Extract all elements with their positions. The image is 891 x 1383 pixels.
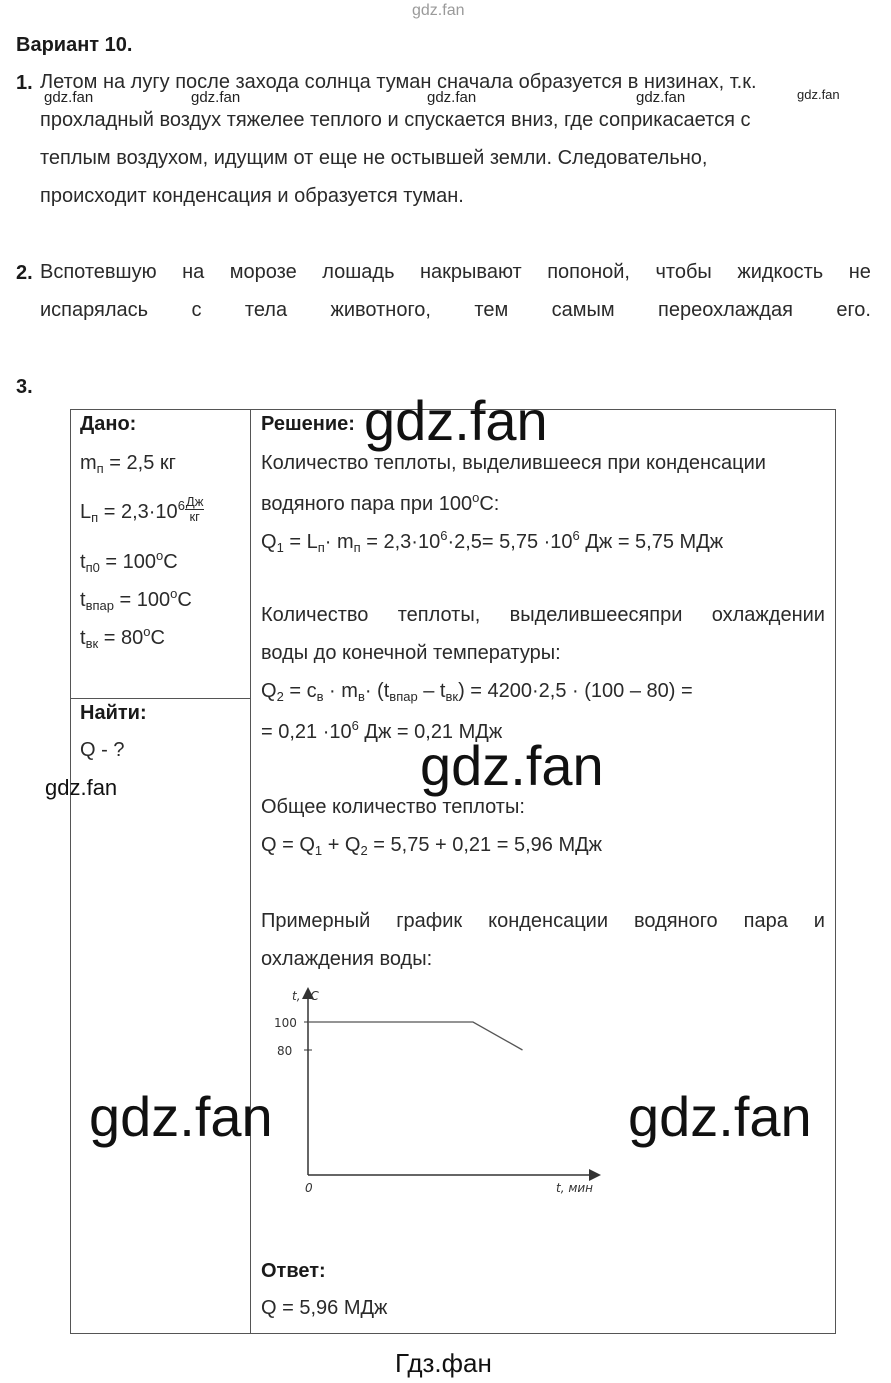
- formula-q2: [261, 680, 693, 704]
- table-column-divider: [250, 409, 251, 1334]
- q1-line-4: происходит конденсация и образуется туман.: [40, 185, 464, 207]
- t: = c: [283, 680, 317, 702]
- t: · (t: [364, 680, 390, 702]
- watermark-big-3: gdz.fan: [89, 1085, 273, 1148]
- solution-p3: Общее количество теплоты:: [261, 796, 525, 818]
- condensation-chart: [260, 984, 620, 1199]
- t: ) = 4200·2,5 · (100 – 80) =: [458, 680, 693, 702]
- q2-word: его.: [836, 299, 871, 321]
- t: = 5,75 + 0,21 = 5,96 МДж: [367, 834, 603, 856]
- watermark-footer: Гдз.фан: [395, 1348, 492, 1378]
- q2-word: самым: [551, 299, 615, 321]
- s: 1: [314, 843, 323, 858]
- t: ·2,5= 5,75 ·10: [447, 531, 573, 553]
- solution-p2-line2: воды до конечной температуры:: [261, 642, 561, 664]
- q1-number: 1.: [16, 72, 33, 94]
- q2-word: чтобы: [655, 261, 712, 283]
- degree: o: [143, 624, 151, 639]
- symbol: t: [80, 589, 86, 611]
- given-latent-exp: 6: [177, 498, 185, 513]
- t: = L: [283, 531, 318, 553]
- q1-line-2: прохладный воздух тяжелее теплого и спускается вниз, где соприкасается с: [40, 109, 751, 131]
- s: в: [316, 689, 324, 704]
- watermark-row-1: gdz.fan: [44, 89, 94, 106]
- unit-numerator: Дж: [185, 494, 204, 510]
- e: 6: [572, 528, 580, 543]
- t: Q: [261, 531, 277, 553]
- e: 6: [440, 528, 448, 543]
- given-temp-steam: [80, 586, 192, 613]
- answer-header: Ответ:: [261, 1260, 326, 1282]
- q2-word: морозе: [229, 261, 297, 283]
- word: график: [396, 910, 463, 932]
- sub: впар: [85, 598, 114, 613]
- degree: o: [472, 490, 480, 505]
- unit: C: [150, 627, 165, 649]
- find-value: Q - ?: [80, 739, 125, 761]
- degree: o: [156, 548, 164, 563]
- solution-p2-line1: [261, 604, 825, 627]
- given-temp-final: [80, 624, 165, 651]
- q2-word: тем: [474, 299, 509, 321]
- word: конденсации: [488, 910, 608, 932]
- q2-word: испарялась: [40, 299, 149, 321]
- watermark-big-4: gdz.fan: [628, 1085, 812, 1148]
- given-mass-symbol: m: [80, 452, 97, 474]
- t: = 0,21 ·10: [261, 721, 352, 743]
- table-left-border: [70, 409, 71, 1334]
- s: 1: [276, 540, 284, 555]
- q2-word: животного,: [330, 299, 431, 321]
- q1-line-3: теплым воздухом, идущим от еще не остывшей земли. Следовательно,: [40, 147, 708, 169]
- q2-word: накрывают: [420, 261, 522, 283]
- word: Примерный: [261, 910, 371, 932]
- s: 2: [276, 689, 284, 704]
- watermark-left-mid: gdz.fan: [45, 775, 118, 800]
- given-find-divider: [70, 698, 251, 699]
- q2-word: переохлаждая: [658, 299, 793, 321]
- given-temp-initial: [80, 548, 178, 575]
- unit: C: [177, 589, 192, 611]
- variant-title: Вариант 10.: [16, 34, 133, 56]
- answer-value: Q = 5,96 МДж: [261, 1297, 388, 1319]
- unit-denominator: кг: [189, 509, 200, 525]
- text: C:: [479, 493, 500, 515]
- t: Q = Q: [261, 834, 315, 856]
- symbol: t: [80, 627, 86, 649]
- given-latent-unit: [185, 495, 205, 524]
- q2-word: не: [848, 261, 871, 283]
- word: Количество: [261, 604, 369, 626]
- given-mass: [80, 452, 176, 476]
- watermark-top: gdz.fan: [412, 2, 465, 19]
- t: Дж = 5,75 МДж: [579, 531, 724, 553]
- q2-line-1: [40, 261, 871, 284]
- q2-word: с: [191, 299, 202, 321]
- value: = 100: [113, 589, 171, 611]
- q2-word: жидкость: [737, 261, 824, 283]
- word: водяного: [633, 910, 718, 932]
- y-tick-label-80: 80: [277, 1044, 293, 1058]
- table-bottom-border: [70, 1333, 836, 1334]
- given-latent-heat: [80, 494, 204, 525]
- solution-p1-line2: [261, 490, 499, 516]
- t: · m: [324, 531, 354, 553]
- s: 2: [360, 843, 368, 858]
- y-tick-label-100: 100: [274, 1016, 297, 1030]
- t: Дж = 0,21 МДж: [358, 721, 503, 743]
- formula-total: [261, 834, 602, 858]
- degree: o: [170, 586, 178, 601]
- value: = 100: [99, 551, 157, 573]
- word: пара: [743, 910, 788, 932]
- word: охлаждении: [711, 604, 825, 626]
- t: Q: [261, 680, 277, 702]
- temperature-line: [308, 1022, 523, 1050]
- solution-header: Решение:: [261, 413, 355, 435]
- solution-p4-line1: [261, 910, 825, 933]
- watermark-row-2: gdz.fan: [191, 89, 241, 106]
- given-latent-symbol: L: [80, 501, 92, 523]
- symbol: t: [80, 551, 86, 573]
- q2-word: на: [182, 261, 205, 283]
- q2-word: попоной,: [547, 261, 630, 283]
- given-latent-sub: п: [91, 510, 99, 525]
- formula-q1: [261, 528, 723, 555]
- x-axis-label: t, мин: [556, 1181, 594, 1195]
- given-latent-value: = 2,3·10: [98, 501, 178, 523]
- t: = 2,3·10: [360, 531, 441, 553]
- s: в: [357, 689, 365, 704]
- watermark-big-2: gdz.fan: [420, 734, 604, 797]
- value: = 80: [98, 627, 144, 649]
- sub: п0: [85, 560, 100, 575]
- t: – t: [417, 680, 446, 702]
- solution-p4-line2: охлаждения воды:: [261, 948, 433, 970]
- q3-number: 3.: [16, 376, 33, 398]
- word: теплоты,: [397, 604, 481, 626]
- e: 6: [351, 718, 359, 733]
- find-header: Найти:: [80, 702, 147, 724]
- watermark-big-1: gdz.fan: [364, 389, 548, 452]
- s: впар: [389, 689, 418, 704]
- watermark-row-5: gdz.fan: [797, 87, 840, 102]
- sub: вк: [85, 636, 99, 651]
- q2-number: 2.: [16, 262, 33, 284]
- table-right-border: [835, 409, 836, 1334]
- unit: C: [163, 551, 178, 573]
- y-axis-label: t, °C: [292, 989, 319, 1003]
- s: вк: [445, 689, 459, 704]
- origin-label: 0: [305, 1181, 313, 1195]
- q2-word: лошадь: [322, 261, 395, 283]
- solution-p1-line1: Количество теплоты, выделившееся при конденсации: [261, 452, 766, 474]
- given-mass-sub: п: [96, 461, 104, 476]
- watermark-row-3: gdz.fan: [427, 89, 477, 106]
- text: водяного пара при 100: [261, 493, 473, 515]
- t: + Q: [322, 834, 361, 856]
- s: п: [317, 540, 325, 555]
- s: п: [353, 540, 361, 555]
- given-header: Дано:: [80, 413, 137, 435]
- q2-word: Вспотевшую: [40, 261, 157, 283]
- word: выделившеесяпри: [509, 604, 683, 626]
- t: · m: [323, 680, 358, 702]
- word: и: [813, 910, 825, 932]
- q2-word: тела: [244, 299, 288, 321]
- q2-line-2: [40, 299, 871, 322]
- given-mass-value: = 2,5 кг: [103, 452, 176, 474]
- watermark-row-4: gdz.fan: [636, 89, 686, 106]
- q1-line-1: Летом на лугу после захода солнца туман сначала образуется в низинах, т.к.: [40, 71, 757, 93]
